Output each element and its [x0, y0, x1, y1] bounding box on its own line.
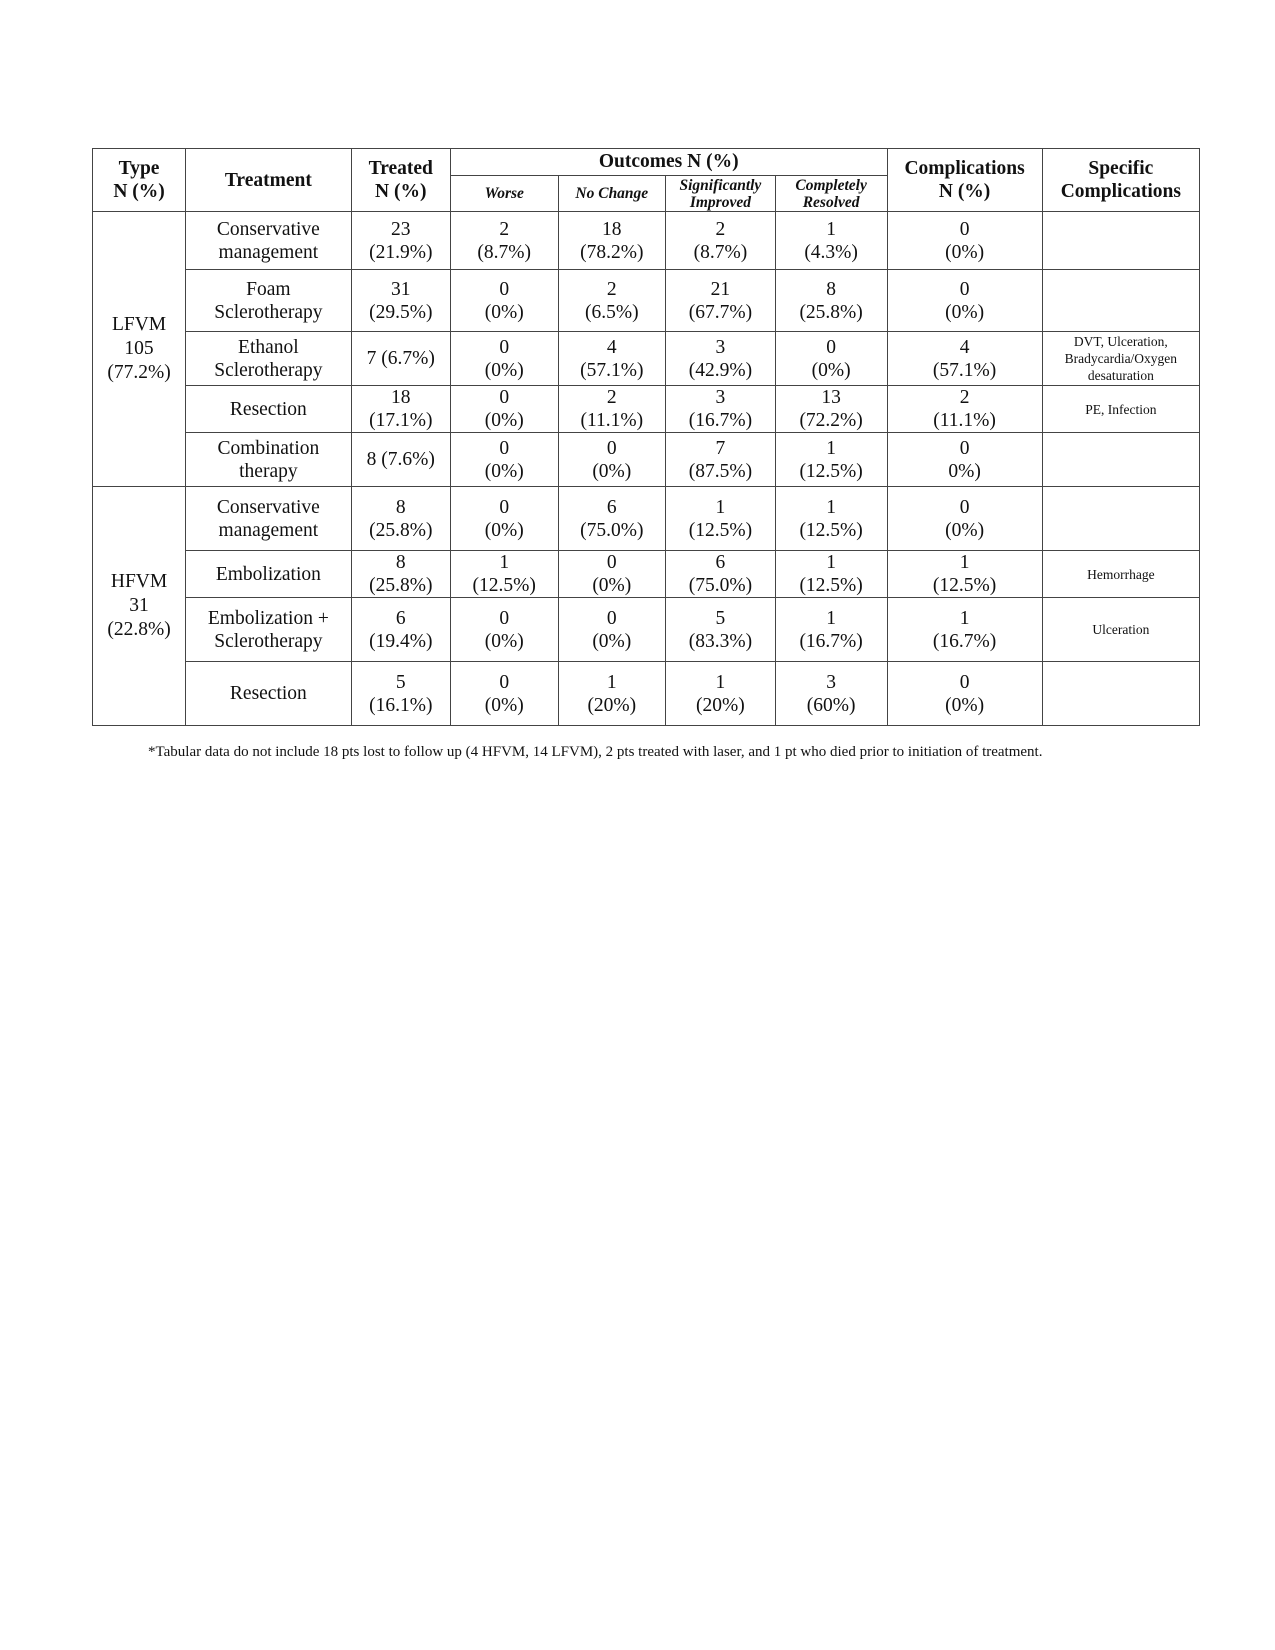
cell-line: 0 [606, 552, 617, 573]
cell-line: Conservative [216, 496, 320, 518]
cell-line: 2 [606, 278, 617, 300]
table-footnote: *Tabular data do not include 18 pts lost to follow up (4 HFVM, 14 LFVM), 2 pts treated with laser, and 1 pt who died prior to initiation of treatment. [148, 744, 1043, 760]
cell-line: (20%) [587, 694, 637, 716]
cell-line: 5 [715, 607, 726, 629]
cell-line: (17.1%) [369, 410, 433, 431]
outcomes-table [92, 148, 1200, 726]
header-treated-line-1: Treated [368, 158, 433, 179]
header-type [93, 149, 186, 212]
no-change-cell [558, 332, 666, 386]
treatment-cell [186, 487, 352, 551]
cell-line: (12.5%) [799, 460, 863, 482]
worse-cell [450, 662, 558, 726]
cell-line: 3 [826, 671, 836, 693]
header-complications-line-1: Complications [904, 158, 1025, 179]
treated-cell [351, 551, 450, 598]
cell-line: 8 [826, 278, 836, 300]
cell-line: (25.8%) [799, 301, 863, 323]
cell-line: 0 [499, 437, 510, 459]
cell-line: (83.3%) [688, 630, 753, 652]
cell-line: (25.8%) [369, 575, 433, 596]
treatment-cell [186, 662, 352, 726]
cell-line: 4 [606, 336, 617, 358]
no-change-cell [558, 662, 666, 726]
cell-line: Conservative [216, 218, 320, 240]
cell-line: LFVM [111, 314, 167, 335]
cell-line: 8 (7.6%) [366, 449, 435, 470]
cell-line: (0%) [484, 630, 524, 652]
sig-improved-cell [666, 433, 776, 487]
header-no-change: No Change [558, 176, 666, 212]
cell-line: (25.8%) [369, 519, 433, 541]
cell-line: 1 [606, 671, 617, 693]
resolved-cell [775, 598, 887, 662]
resolved-cell [775, 662, 887, 726]
type-group-cell [93, 487, 186, 726]
cell-line: 0 [826, 336, 836, 358]
table-row [93, 332, 1200, 386]
cell-line: 1 [715, 671, 726, 693]
specific-complications-cell [1042, 598, 1199, 662]
cell-line: (0%) [484, 694, 524, 716]
header-type-line-1: Type [118, 158, 160, 179]
header-treated [351, 149, 450, 212]
worse-cell [450, 212, 558, 270]
cell-line: (72.2%) [799, 410, 863, 431]
cell-line: 0 [959, 496, 970, 518]
header-type-line-2: N (%) [113, 181, 165, 202]
cell-line: 8 [395, 552, 406, 573]
cell-line: Foam [246, 278, 291, 300]
header-specific-line-2: Complications [1060, 181, 1181, 202]
cell-line: (22.8%) [107, 619, 171, 640]
type-group-cell [93, 212, 186, 487]
header-complications-line-2: N (%) [938, 181, 991, 202]
cell-line: (75.0%) [688, 575, 753, 596]
cell-line: (60%) [806, 694, 856, 716]
specific-complications-cell [1042, 487, 1199, 551]
cell-line: (75.0%) [580, 519, 644, 541]
cell-line: 1 [826, 607, 836, 629]
cell-line: 0 [959, 278, 970, 300]
cell-line: PE, Infection [1085, 401, 1157, 417]
cell-line: desaturation [1087, 368, 1154, 383]
cell-line: Hemorrhage [1087, 566, 1155, 582]
cell-line: therapy [239, 460, 298, 482]
header-sig-improved-line-1: Significantly [679, 176, 762, 194]
cell-line: (29.5%) [369, 301, 433, 323]
complications-cell [887, 487, 1042, 551]
cell-line: 18 [602, 218, 622, 240]
cell-line: (0%) [484, 410, 524, 431]
worse-cell [450, 551, 558, 598]
table-row [93, 662, 1200, 726]
specific-complications-cell [1042, 662, 1199, 726]
cell-line: HFVM [110, 571, 168, 592]
cell-line: 0 [606, 607, 617, 629]
cell-line: (0%) [484, 460, 524, 482]
complications-cell [887, 433, 1042, 487]
header-specific-complications [1042, 149, 1199, 212]
treatment-cell [186, 386, 352, 433]
cell-line: 105 [124, 338, 154, 359]
cell-line: 0 [959, 437, 970, 459]
cell-line: Embolization [215, 563, 321, 585]
cell-line: (11.1%) [580, 410, 644, 431]
cell-line: (6.5%) [585, 301, 639, 323]
cell-line: (12.5%) [799, 575, 863, 596]
cell-line: 6 [395, 607, 406, 629]
specific-complications-cell [1042, 270, 1199, 332]
cell-line: (57.1%) [580, 359, 644, 381]
cell-line: 1 [499, 552, 510, 573]
table-row [93, 598, 1200, 662]
header-resolved-line-2: Resolved [802, 193, 860, 211]
no-change-cell [558, 212, 666, 270]
cell-line: 0 [499, 496, 510, 518]
cell-line: Resection [229, 683, 307, 704]
cell-line: DVT, Ulceration, [1073, 334, 1168, 349]
cell-line: Sclerotherapy [214, 301, 323, 323]
cell-line: 4 [959, 336, 970, 358]
cell-line: 6 [715, 552, 726, 573]
cell-line: 0%) [948, 460, 981, 482]
treatment-cell [186, 598, 352, 662]
cell-line: Bradycardia/Oxygen [1064, 351, 1178, 366]
cell-line: (42.9%) [688, 359, 753, 381]
cell-line: (0%) [484, 519, 524, 541]
treatment-cell [186, 212, 352, 270]
table-row [93, 386, 1200, 433]
header-treatment: Treatment [186, 149, 352, 212]
treated-cell [351, 386, 450, 433]
treated-cell [351, 598, 450, 662]
no-change-cell [558, 386, 666, 433]
header-sig-improved-line-2: Improved [689, 193, 751, 211]
complications-cell [887, 551, 1042, 598]
cell-line: (0%) [484, 359, 524, 381]
cell-line: Ethanol [238, 336, 299, 358]
cell-line: (0%) [945, 241, 985, 263]
header-treated-line-2: N (%) [375, 181, 427, 202]
cell-line: 3 [715, 336, 726, 358]
cell-line: (11.1%) [933, 410, 996, 431]
cell-line: (16.7%) [932, 630, 997, 652]
treated-cell [351, 433, 450, 487]
treatment-cell [186, 332, 352, 386]
cell-line: (0%) [592, 460, 632, 482]
complications-cell [887, 386, 1042, 433]
cell-line: (77.2%) [107, 362, 171, 383]
cell-line: 0 [499, 607, 510, 629]
table-row [93, 270, 1200, 332]
no-change-cell [558, 433, 666, 487]
cell-line: 1 [826, 218, 836, 240]
treatment-cell [186, 551, 352, 598]
cell-line: (67.7%) [688, 301, 753, 323]
cell-line: (0%) [484, 301, 524, 323]
cell-line: 18 [391, 387, 411, 408]
worse-cell [450, 270, 558, 332]
header-sig-improved [666, 176, 776, 212]
cell-line: management [218, 241, 319, 263]
treated-cell [351, 487, 450, 551]
cell-line: Sclerotherapy [214, 630, 323, 652]
cell-line: 0 [499, 336, 510, 358]
cell-line: (16.7%) [799, 630, 863, 652]
header-worse: Worse [450, 176, 558, 212]
cell-line: 23 [391, 218, 411, 240]
cell-line: 0 [606, 437, 617, 459]
cell-line: (16.7%) [688, 410, 753, 431]
cell-line: (0%) [592, 630, 632, 652]
table-row [93, 551, 1200, 598]
cell-line: 31 [129, 595, 149, 616]
table-row [93, 487, 1200, 551]
cell-line: (12.5%) [472, 575, 536, 596]
specific-complications-cell [1042, 551, 1199, 598]
cell-line: (20%) [696, 694, 745, 716]
cell-line: Combination [217, 437, 320, 459]
cell-line: (78.2%) [580, 241, 644, 263]
cell-line: 1 [959, 607, 970, 629]
cell-line: Resection [229, 398, 307, 420]
cell-line: 7 (6.7%) [366, 348, 435, 369]
cell-line: 6 [606, 496, 617, 518]
cell-line: 5 [395, 671, 406, 693]
specific-complications-cell [1042, 386, 1199, 433]
table-row [93, 212, 1200, 270]
cell-line: 2 [499, 218, 510, 240]
treated-cell [351, 270, 450, 332]
cell-line: (87.5%) [688, 460, 753, 482]
table-body [93, 212, 1200, 726]
cell-line: 8 [395, 496, 406, 518]
cell-line: 31 [391, 278, 411, 300]
cell-line: (8.7%) [693, 241, 748, 263]
treatment-cell [186, 270, 352, 332]
resolved-cell [775, 332, 887, 386]
worse-cell [450, 433, 558, 487]
cell-line: (4.3%) [804, 241, 858, 263]
cell-line: (8.7%) [477, 241, 532, 263]
worse-cell [450, 386, 558, 433]
cell-line: (0%) [592, 575, 632, 596]
sig-improved-cell [666, 332, 776, 386]
cell-line: 3 [715, 387, 726, 408]
no-change-cell [558, 598, 666, 662]
cell-line: (19.4%) [369, 630, 433, 652]
cell-line: 7 [715, 437, 726, 459]
no-change-cell [558, 487, 666, 551]
treated-cell [351, 662, 450, 726]
cell-line: (0%) [811, 359, 851, 381]
cell-line: (57.1%) [932, 359, 997, 381]
cell-line: (0%) [945, 519, 985, 541]
sig-improved-cell [666, 551, 776, 598]
resolved-cell [775, 487, 887, 551]
cell-line: (16.1%) [369, 694, 433, 716]
sig-improved-cell [666, 487, 776, 551]
cell-line: 0 [959, 218, 970, 240]
cell-line: 2 [606, 387, 617, 408]
treatment-cell [186, 433, 352, 487]
sig-improved-cell [666, 598, 776, 662]
complications-cell [887, 212, 1042, 270]
cell-line: (0%) [945, 301, 985, 323]
cell-line: 0 [959, 671, 970, 693]
cell-line: 1 [959, 552, 970, 573]
cell-line: (0%) [945, 694, 985, 716]
cell-line: 1 [826, 437, 836, 459]
sig-improved-cell [666, 270, 776, 332]
cell-line: (12.5%) [688, 519, 753, 541]
header-specific-line-1: Specific [1088, 158, 1154, 179]
worse-cell [450, 332, 558, 386]
cell-line: (12.5%) [799, 519, 863, 541]
sig-improved-cell [666, 212, 776, 270]
cell-line: (21.9%) [369, 241, 433, 263]
resolved-cell [775, 212, 887, 270]
cell-line: 21 [710, 278, 731, 300]
cell-line: (12.5%) [932, 575, 997, 596]
header-resolved-line-1: Completely [795, 176, 867, 194]
header-completely-resolved [775, 176, 887, 212]
cell-line: 0 [499, 387, 510, 408]
complications-cell [887, 662, 1042, 726]
cell-line: 1 [715, 496, 726, 518]
header-outcomes: Outcomes N (%) [450, 149, 887, 176]
cell-line: Ulceration [1092, 622, 1150, 637]
specific-complications-cell [1042, 332, 1199, 386]
cell-line: 0 [499, 278, 510, 300]
cell-line: 1 [826, 552, 836, 573]
header-row-1 [93, 149, 1200, 176]
sig-improved-cell [666, 662, 776, 726]
specific-complications-cell [1042, 433, 1199, 487]
cell-line: 13 [821, 387, 841, 408]
specific-complications-cell [1042, 212, 1199, 270]
cell-line: 2 [715, 218, 726, 240]
complications-cell [887, 270, 1042, 332]
worse-cell [450, 487, 558, 551]
cell-line: Embolization + [207, 607, 329, 629]
cell-line: 0 [499, 671, 510, 693]
resolved-cell [775, 433, 887, 487]
resolved-cell [775, 386, 887, 433]
resolved-cell [775, 270, 887, 332]
worse-cell [450, 598, 558, 662]
cell-line: Sclerotherapy [214, 359, 323, 381]
cell-line: 2 [959, 387, 970, 408]
table-row [93, 433, 1200, 487]
treated-cell [351, 332, 450, 386]
cell-line: 1 [826, 496, 836, 518]
sig-improved-cell [666, 386, 776, 433]
cell-line: management [218, 519, 319, 541]
complications-cell [887, 332, 1042, 386]
treated-cell [351, 212, 450, 270]
no-change-cell [558, 551, 666, 598]
complications-cell [887, 598, 1042, 662]
no-change-cell [558, 270, 666, 332]
resolved-cell [775, 551, 887, 598]
header-complications [887, 149, 1042, 212]
